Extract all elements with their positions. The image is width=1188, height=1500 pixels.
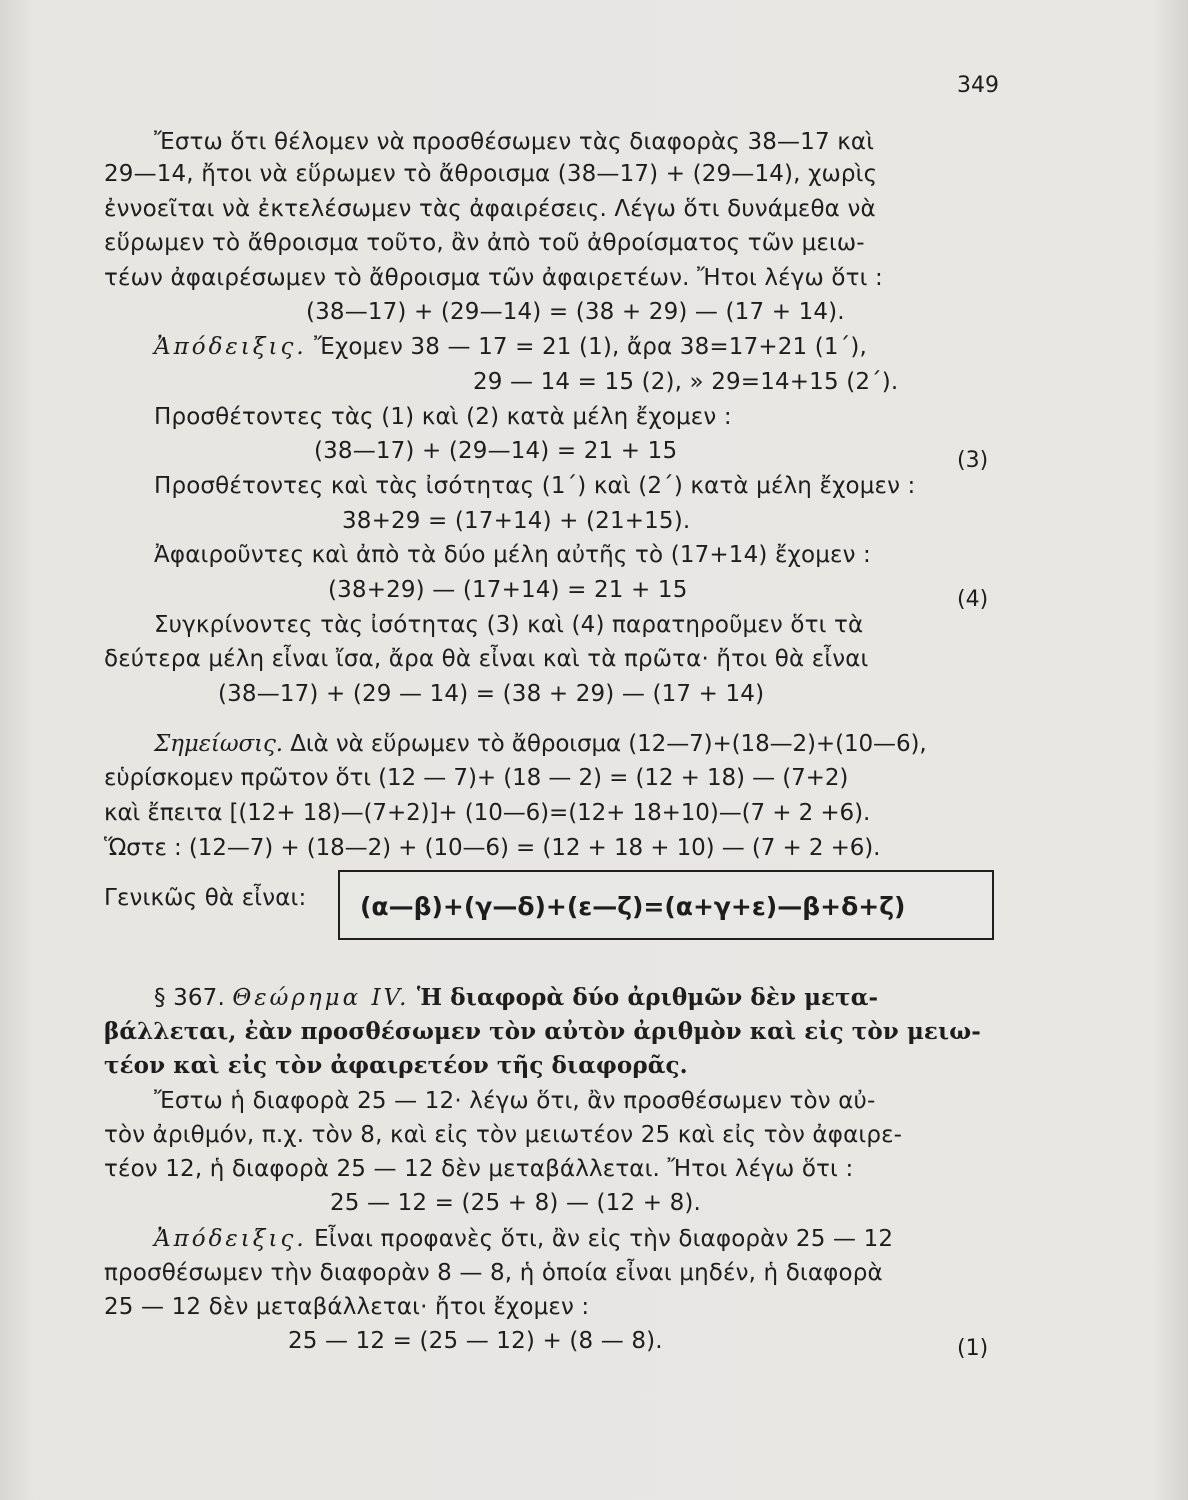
equation-line-4: (38+29) — (17+14) = 21 + 15 bbox=[328, 577, 688, 603]
equation-number-1: (1) bbox=[957, 1336, 989, 1361]
section-number: § 367. bbox=[154, 985, 225, 1011]
page-number: 349 bbox=[957, 73, 999, 98]
theorem-heading-line-2: βάλλεται, ἐὰν προσθέσωμεν τὸν αὐτὸν ἀριθμὸν καὶ εἰς τὸν μειω- bbox=[104, 1018, 981, 1045]
equation-line-6: 25 — 12 = (25 + 8) — (12 + 8). bbox=[330, 1190, 701, 1216]
paragraph-line-9: Συγκρίνοντες τὰς ἰσότητας (3) καὶ (4) παρατηροῦμεν ὅτι τὰ bbox=[154, 612, 864, 638]
note-text-1: Διὰ νὰ εὕρωμεν τὸ ἄθροισμα (12—7)+(18—2)+(10—6), bbox=[290, 731, 927, 757]
paragraph-line-13: τέον 12, ἡ διαφορὰ 25 — 12 δὲν μεταβάλλεται. Ἤτοι λέγω ὅτι : bbox=[104, 1156, 854, 1182]
paragraph-line-3: ἐννοεῖται νὰ ἐκτελέσωμεν τὰς ἀφαιρέσεις. Λέγω ὅτι δυνάμεθα νὰ bbox=[104, 196, 876, 222]
proof-line-3 bbox=[154, 1225, 893, 1253]
proof-label-2: Ἀπόδειξις. bbox=[154, 1226, 307, 1252]
equation-line-5: (38—17) + (29 — 14) = (38 + 29) — (17 + 14) bbox=[218, 681, 765, 707]
paragraph-line-14: προσθέσωμεν τὴν διαφορὰν 8 — 8, ἡ ὁποία εἶναι μηδέν, ἡ διαφορὰ bbox=[104, 1260, 883, 1286]
general-formula: (α—β)+(γ—δ)+(ε—ζ)=(α+γ+ε)—β+δ+ζ) bbox=[360, 892, 906, 921]
equation-number-3: (3) bbox=[957, 448, 989, 473]
general-label: Γενικῶς θὰ εἶναι: bbox=[104, 885, 307, 911]
paragraph-line-6: Προσθέτοντες τὰς (1) καὶ (2) κατὰ μέλη ἔχομεν : bbox=[154, 404, 732, 430]
general-formula-box bbox=[338, 870, 994, 940]
equation-line-2: (38—17) + (29—14) = 21 + 15 bbox=[314, 438, 678, 464]
equation-line-1: (38—17) + (29—14) = (38 + 29) — (17 + 14). bbox=[306, 299, 845, 325]
proof-line-1 bbox=[154, 333, 867, 361]
note-label: Σημείωσις. bbox=[154, 731, 284, 757]
paragraph-line-15: 25 — 12 δὲν μεταβάλλεται· ἤτοι ἔχομεν : bbox=[104, 1294, 590, 1320]
paragraph-line-4: εὕρωμεν τὸ ἄθροισμα τοῦτο, ἂν ἀπὸ τοῦ ἀθροίσματος τῶν μειω- bbox=[104, 230, 865, 256]
paragraph-line-11: Ἔστω ἡ διαφορὰ 25 — 12· λέγω ὅτι, ἂν προσθέσωμεν τὸν αὐ- bbox=[154, 1088, 876, 1114]
proof-line-2: 29 — 14 = 15 (2), » 29=14+15 (2΄). bbox=[473, 369, 899, 395]
paragraph-line-8: Ἀφαιροῦντες καὶ ἀπὸ τὰ δύο μέλη αὐτῆς τὸ (17+14) ἔχομεν : bbox=[154, 542, 871, 568]
equation-number-4: (4) bbox=[957, 587, 989, 612]
theorem-heading-line-3: τέον καὶ εἰς τὸν ἀφαιρετέον τῆς διαφορᾶς. bbox=[104, 1052, 688, 1079]
paragraph-line-5: τέων ἀφαιρέσωμεν τὸ ἄθροισμα τῶν ἀφαιρετέων. Ἤτοι λέγω ὅτι : bbox=[104, 265, 883, 291]
theorem-heading-line-1 bbox=[154, 984, 878, 1012]
note-line-2: εὑρίσκομεν πρῶτον ὅτι (12 — 7)+ (18 — 2) = (12 + 18) — (7+2) bbox=[104, 765, 849, 791]
note-line-1 bbox=[154, 730, 927, 758]
equation-line-3: 38+29 = (17+14) + (21+15). bbox=[342, 508, 691, 534]
paragraph-line-12: τὸν ἀριθμόν, π.χ. τὸν 8, καὶ εἰς τὸν μειωτέον 25 καὶ εἰς τὸν ἀφαιρε- bbox=[104, 1122, 903, 1148]
paragraph-line-7: Προσθέτοντες καὶ τὰς ἰσότητας (1΄) καὶ (2΄) κατὰ μέλη ἔχομεν : bbox=[154, 473, 916, 499]
proof-text-2: Εἶναι προφανὲς ὅτι, ἂν εἰς τὴν διαφορὰν 25 — 12 bbox=[314, 1226, 894, 1252]
equation-line-7: 25 — 12 = (25 — 12) + (8 — 8). bbox=[288, 1328, 663, 1354]
proof-equation-1: Ἔχομεν 38 — 17 = 21 (1), ἄρα 38=17+21 (1΄), bbox=[314, 334, 867, 360]
paragraph-line-2: 29—14, ἤτοι νὰ εὕρωμεν τὸ ἄθροισμα (38—17) + (29—14), χωρὶς bbox=[104, 161, 878, 187]
note-line-4: Ὥστε : (12—7) + (18—2) + (10—6) = (12 + 18 + 10) — (7 + 2 +6). bbox=[104, 835, 881, 861]
paragraph-line-10: δεύτερα μέλη εἶναι ἴσα, ἄρα θὰ εἶναι καὶ τὰ πρῶτα· ἤτοι θὰ εἶναι bbox=[104, 646, 869, 672]
paragraph-line-1: Ἔστω ὅτι θέλομεν νὰ προσθέσωμεν τὰς διαφορὰς 38—17 καὶ bbox=[154, 129, 875, 155]
theorem-label: Θεώρημα IV. bbox=[232, 985, 410, 1011]
proof-label: Ἀπόδειξις. bbox=[154, 334, 307, 360]
theorem-statement-1: Ἡ διαφορὰ δύο ἀριθμῶν δὲν μετα- bbox=[416, 984, 879, 1011]
note-line-3: καὶ ἔπειτα [(12+ 18)—(7+2)]+ (10—6)=(12+ 18+10)—(7 + 2 +6). bbox=[104, 800, 871, 826]
